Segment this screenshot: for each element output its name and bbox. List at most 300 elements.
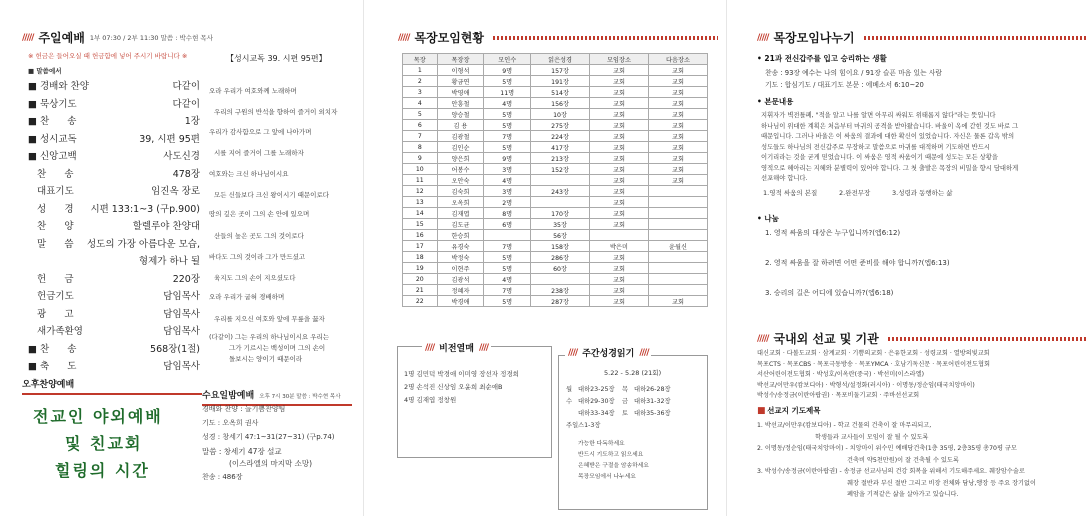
share-title: • 나눔	[757, 214, 779, 223]
table-cell: 이형석	[437, 65, 484, 76]
table-cell: 교회	[648, 131, 707, 142]
table-cell: 박영애	[437, 87, 484, 98]
weekly-cell: 대하35-36장	[634, 410, 671, 417]
prayer-title	[757, 405, 820, 416]
body-line: 이기리라는 것을 굳게 믿었습니다. 이 싸움은 영적 싸움이기 때문에 성도는 모든 상황을	[761, 154, 998, 161]
lesson-title: • 21과 전신갑주를 입고 승리하는 생활	[757, 54, 887, 63]
table-cell: 15	[403, 219, 438, 230]
service-label: ■ 묵상기도	[28, 98, 77, 110]
prayer-line: 폐암을 기적같은 삶을 살아가고 있습니다.	[847, 491, 959, 498]
service-value: 478장	[172, 168, 200, 180]
header-rule	[888, 337, 1087, 341]
table-cell: 정혜자	[437, 285, 484, 296]
cell-group-table	[402, 53, 708, 307]
table-cell: 9	[403, 153, 438, 164]
table-cell	[648, 252, 707, 263]
table-cell: 16	[403, 230, 438, 241]
table-cell: 191장	[531, 76, 590, 87]
wed-line-6: 찬송 : 486장	[202, 473, 243, 481]
table-cell: 19	[403, 263, 438, 274]
service-value: 형제가 하나 될	[138, 256, 200, 267]
table-cell: 3	[403, 87, 438, 98]
afternoon-title: 오후찬양예배	[22, 377, 202, 395]
table-cell: 교회	[590, 197, 649, 208]
header-deco: ■	[757, 406, 765, 416]
key-point: 3.성령과 동행하는 삶	[892, 189, 953, 197]
table-cell: 교회	[648, 164, 707, 175]
service-label: 찬 송	[28, 168, 74, 180]
wed-line-1: 경배와 찬양 : 늘기쁨찬양팀	[202, 405, 286, 413]
table-cell: 김 용	[437, 120, 484, 131]
afternoon-line-1: 전교인 야외예배	[33, 407, 163, 426]
table-cell: 박은미	[590, 241, 649, 252]
vision-line-2: 2명 손석진 신상임 오윤희 최순애B	[404, 383, 503, 391]
table-header-cell: 다음장소	[648, 54, 707, 65]
table-cell: 238장	[531, 285, 590, 296]
weekly-cell: 금	[622, 398, 629, 405]
wed-line-3: 성경 : 창세기 47:1~31(27~31) (구p.74)	[202, 433, 335, 441]
table-cell: 교회	[648, 65, 707, 76]
header-deco: /////	[757, 32, 769, 43]
header-rule	[864, 36, 1087, 40]
table-cell: 3명	[484, 164, 531, 175]
weekly-cell: 주일	[566, 422, 579, 429]
table-cell: 10장	[531, 109, 590, 120]
body-line: 하나님이 위대한 계획은 처음부터 마귀의 공격을 받아왔습니다. 바울이 옥에 갇힌 것도 바로 그	[761, 122, 1019, 130]
reading-line: 그가 기르시는 백성이며 그의 손이	[229, 344, 326, 352]
table-header-cell: 목장	[403, 54, 438, 65]
mission-line: 목포CTS · 목포CBS · 목포극동방송 · 목포YMCA · 호남기독신문 · 목포어린이전도협회	[757, 360, 990, 368]
table-row	[403, 153, 708, 164]
prayer-line: 3. 박성수/송정금(이란아랍권) - 송정금 선교사님의 건강 회복을 위해서 기도해주세요. 췌장암수술로	[757, 468, 1025, 475]
table-cell: 17	[403, 241, 438, 252]
service-row	[28, 236, 200, 250]
table-row	[403, 296, 708, 307]
table-cell: 어봉수	[437, 164, 484, 175]
table-cell: 황금연	[437, 76, 484, 87]
vision-line-1: 1명 김민덕 박경애 이미영 장선자 정경희	[404, 370, 519, 378]
vision-header	[422, 341, 491, 354]
service-value: 임진옥 장로	[151, 186, 200, 197]
service-row	[28, 218, 200, 232]
table-cell: 교회	[648, 87, 707, 98]
service-label: ■ 축 도	[28, 361, 77, 372]
table-cell: 10	[403, 164, 438, 175]
table-cell: 교회	[590, 109, 649, 120]
weekly-header	[565, 346, 651, 359]
table-row	[403, 131, 708, 142]
table-cell: 교회	[590, 87, 649, 98]
table-cell	[648, 274, 707, 285]
service-label: ■ 찬 송	[28, 343, 77, 355]
afternoon-line-2: 및 친교회	[65, 434, 143, 453]
table-cell: 9명	[484, 153, 531, 164]
lesson-line-2: 기도 : 합심기도 / 대표기도 본문 : 에베소서 6:10~20	[765, 81, 924, 89]
weekly-note: 반드시 기도하고 읽으세요	[578, 452, 644, 458]
sharing-title: 목장모임나누기	[773, 31, 855, 45]
table-cell: 오안숙	[437, 175, 484, 186]
service-label: ■ 성시교독	[28, 133, 77, 145]
prayer-line: 학생들과 교사들이 모임이 잘 될 수 있도록	[815, 433, 929, 441]
weekly-note: 은혜받은 구절을 암송하세요	[578, 463, 649, 469]
table-row	[403, 164, 708, 175]
table-header-cell: 모임장소	[590, 54, 649, 65]
table-cell: 9명	[484, 65, 531, 76]
table-cell: 5명	[484, 296, 531, 307]
weekly-cell: 대하29-30장	[578, 398, 615, 405]
service-value: 시편 133:1~3 (구p.900)	[90, 203, 200, 215]
body-line: 지휘자가 벽전틀폐, "적을 알고 나를 알면 아무리 싸워도 위태롭지 않다"라는 뜻입니다	[761, 112, 996, 119]
sharing-panel	[726, 0, 1091, 516]
table-row	[403, 65, 708, 76]
reading-line: 바다도 그의 것이라 그가 만드셨고	[209, 253, 306, 261]
table-cell: 오옥희	[437, 197, 484, 208]
table-cell: 158장	[531, 241, 590, 252]
service-row	[28, 271, 200, 285]
service-value: 다같이	[172, 81, 200, 92]
table-cell: 교회	[590, 65, 649, 76]
cell-group-title: 목장모임현황	[414, 31, 484, 45]
table-cell: 교회	[590, 142, 649, 153]
table-cell: 교회	[590, 296, 649, 307]
table-cell: 한승희	[437, 230, 484, 241]
table-cell: 20	[403, 274, 438, 285]
table-cell	[648, 208, 707, 219]
prayer-title-text: 선교지 기도제목	[767, 406, 821, 415]
reading-line: 오라 우리가 여호와께 노래하며	[209, 87, 297, 95]
service-label: 헌 금	[28, 273, 74, 285]
service-value: 담임목사	[163, 308, 200, 320]
table-row	[403, 142, 708, 153]
table-cell: 7명	[484, 241, 531, 252]
reading-line: 시를 지어 즐거이 그를 노래하자	[214, 149, 304, 157]
service-value: 사도신경	[163, 151, 200, 162]
weekly-cell: 대하31-32장	[634, 398, 671, 405]
service-row	[28, 78, 200, 92]
table-cell: 1	[403, 65, 438, 76]
offering-notice: ※ 헌금은 들어오실 때 헌금함에 넣어 주시기 바랍니다 ※	[28, 52, 188, 60]
table-cell	[531, 274, 590, 285]
table-cell: 교회	[648, 142, 707, 153]
table-cell: 4명	[484, 98, 531, 109]
service-value: 담임목사	[163, 361, 200, 372]
header-rule	[493, 36, 718, 40]
service-value: 담임목사	[163, 291, 200, 302]
table-cell: 157장	[531, 65, 590, 76]
table-row	[403, 252, 708, 263]
reading-line: 육지도 그의 손이 지으셨도다	[214, 274, 296, 282]
table-cell: 교회	[648, 120, 707, 131]
table-cell: 김재엽	[437, 208, 484, 219]
body-title: • 본문내용	[757, 97, 794, 106]
table-cell: 5명	[484, 109, 531, 120]
reading-line: 우리가 감사함으로 그 앞에 나아가며	[209, 128, 312, 136]
table-cell: 교회	[648, 296, 707, 307]
header-deco: /////	[757, 333, 769, 344]
table-cell: 224장	[531, 131, 590, 142]
table-row	[403, 186, 708, 197]
missions-header	[757, 330, 1087, 347]
service-row	[28, 166, 200, 180]
table-cell	[648, 219, 707, 230]
table-cell: 12	[403, 186, 438, 197]
service-label: 광 고	[28, 308, 74, 320]
weekly-date: 5.22 - 5.28 (21회)	[604, 369, 662, 377]
table-cell: 교회	[590, 164, 649, 175]
service-label: 헌금기도	[28, 291, 74, 302]
table-row	[403, 263, 708, 274]
table-cell: 2	[403, 76, 438, 87]
table-cell: 김광철	[437, 131, 484, 142]
table-cell: 교회	[590, 131, 649, 142]
table-row	[403, 87, 708, 98]
table-row	[403, 285, 708, 296]
service-row	[28, 148, 200, 162]
table-cell	[484, 230, 531, 241]
service-value: 39, 시편 95편	[139, 133, 200, 145]
table-cell: 교회	[590, 208, 649, 219]
table-cell: 7	[403, 131, 438, 142]
reading-line: 산들의 높은 곳도 그의 것이로다	[214, 232, 304, 240]
table-cell: 60장	[531, 263, 590, 274]
table-cell: 교회	[590, 120, 649, 131]
table-cell: 11명	[484, 87, 531, 98]
service-label: ■ 신앙고백	[28, 151, 77, 162]
table-cell	[648, 263, 707, 274]
table-cell: 213장	[531, 153, 590, 164]
table-cell: 2명	[484, 197, 531, 208]
table-row	[403, 76, 708, 87]
table-cell: 5명	[484, 263, 531, 274]
table-cell: 6명	[484, 219, 531, 230]
table-cell: 5명	[484, 76, 531, 87]
table-cell	[531, 197, 590, 208]
table-cell: 양은희	[437, 153, 484, 164]
table-cell: 김광석	[437, 274, 484, 285]
table-cell: 교회	[648, 76, 707, 87]
header-deco: ////	[568, 347, 578, 358]
weekly-cell: 대하33-34장	[578, 410, 615, 417]
weekly-cell: 월	[566, 386, 573, 393]
lesson-line-1: 찬송 : 93장 예수는 나의 힘이요 / 91장 슬픈 마음 있는 사람	[765, 69, 942, 77]
table-cell: 22	[403, 296, 438, 307]
table-cell: 156장	[531, 98, 590, 109]
vision-line-3: 4명 김재엽 정창원	[404, 396, 457, 404]
reading-line: 돌보시는 양이기 때문이라	[229, 355, 303, 363]
body-line: 선포해야 합니다.	[761, 175, 808, 182]
table-cell: 교회	[648, 175, 707, 186]
table-row	[403, 274, 708, 285]
worship-panel	[0, 0, 363, 516]
service-value: 담임목사	[163, 326, 200, 337]
table-cell: 21	[403, 285, 438, 296]
table-cell: 박경애	[437, 296, 484, 307]
table-cell: 4명	[484, 274, 531, 285]
table-cell: 교회	[590, 274, 649, 285]
table-cell: 교회	[590, 186, 649, 197]
table-cell: 5	[403, 109, 438, 120]
service-label: 성 경	[28, 203, 74, 215]
mission-line: 박성수/송정금(이란아랍권) · 목포비둘기교회 · 주바선선교회	[757, 392, 920, 399]
table-cell: 김도균	[437, 219, 484, 230]
sunday-worship-title: 주일예배	[38, 31, 85, 45]
service-label: ■ 경배와 찬양	[28, 81, 89, 92]
table-cell: 교회	[590, 219, 649, 230]
table-cell	[590, 230, 649, 241]
service-row	[28, 113, 200, 127]
table-cell: 교회	[590, 98, 649, 109]
service-value: 성도의 가장 아름다운 모습,	[86, 238, 200, 250]
prayer-line: 1. 박선교/이만우(캄보디아) - 학교 건물의 건축이 잘 마무리되고,	[757, 422, 932, 429]
weekly-cell: 대하23-25장	[578, 386, 615, 393]
service-value: 할렐루야 찬양대	[132, 221, 200, 232]
prayer-line: 췌장 절반과 부신 절반 그리고 비장 전체와 담낭,앵장 등 주요 장기없이	[847, 479, 1036, 487]
table-cell: 170장	[531, 208, 590, 219]
service-label: 말 씀	[28, 238, 74, 250]
reading-title: 【성시교독 39. 시편 95편】	[226, 54, 327, 63]
header-deco: ////	[639, 347, 649, 358]
table-cell: 35장	[531, 219, 590, 230]
table-cell: 교회	[648, 153, 707, 164]
service-label: 새가족환영	[28, 326, 83, 337]
weekly-note: 목장모임에서 나누세요	[578, 474, 636, 480]
table-cell: 18	[403, 252, 438, 263]
table-cell: 교회	[648, 98, 707, 109]
key-point: 2.완전무장	[839, 189, 871, 197]
wed-line-4: 말씀 : 창세기 47장 설교	[202, 447, 282, 456]
service-row	[28, 183, 200, 197]
table-cell: 교회	[590, 252, 649, 263]
cell-group-header	[398, 29, 718, 46]
table-cell	[648, 285, 707, 296]
prayer-line: 2. 이명동/정순임(태국치앙마이) - 치앙마이 위수민 예배당건축(1층 35평, 2층35평 총70평 규모	[757, 445, 1017, 452]
share-q2: 2. 영적 싸움을 잘 하려면 어떤 준비를 해야 합니까?(엡6:13)	[765, 259, 950, 267]
table-row	[403, 197, 708, 208]
silent-label: ■ 말씀에서	[28, 67, 62, 75]
table-cell: 교회	[590, 263, 649, 274]
body-line: 때문입니다. 그러나 바울은 이 싸움의 결과에 대한 확신이 있었습니다. 자신은 물론 갑옥 밖의	[761, 133, 1015, 140]
service-value: 1장	[184, 116, 200, 127]
table-cell: 윤월신	[648, 241, 707, 252]
mission-line: 대신교회 · 다볼도교회 · 삼계교회 · 기쁨의교회 · 은유한교회 · 성령교회 · 열방의빛교회	[757, 350, 990, 357]
table-cell: 교회	[590, 76, 649, 87]
key-point: 1.영적 싸움의 본질	[763, 189, 818, 197]
vision-title: 비전열매	[439, 344, 474, 354]
weekly-cell: 스1-3장	[578, 422, 601, 429]
service-row	[28, 96, 200, 110]
service-label: 대표기도	[28, 186, 74, 197]
table-cell: 8명	[484, 208, 531, 219]
table-row	[403, 241, 708, 252]
table-row	[403, 208, 708, 219]
table-cell: 7명	[484, 285, 531, 296]
table-row	[403, 219, 708, 230]
table-cell: 8	[403, 142, 438, 153]
table-cell: 275장	[531, 120, 590, 131]
table-cell: 514장	[531, 87, 590, 98]
wednesday-title: 수요일밤예배	[202, 391, 255, 401]
mission-line: 서산어린이전도협회 · 박성호/이옥란(중국) · 박선미(이스라엘)	[757, 371, 924, 378]
service-row	[28, 288, 200, 302]
wednesday-header	[202, 383, 352, 406]
afternoon-line-3: 힐링의 시간	[55, 461, 150, 480]
mission-line: 박선교/이만우(캄보디아) · 박형석/설정화(러시아) · 이명동/정순임(태국치앙마이)	[757, 381, 975, 389]
reading-line: 땅의 깊은 곳이 그의 손 안에 있으며	[209, 210, 310, 218]
service-row	[28, 201, 200, 215]
weekly-cell: 대하26-28장	[634, 386, 671, 393]
reading-line: 모든 신들보다 크신 왕이시기 때문이로다	[214, 191, 330, 199]
service-row	[28, 341, 200, 355]
service-row	[28, 358, 200, 372]
table-cell: 5명	[484, 120, 531, 131]
header-deco: ////	[425, 342, 435, 353]
weekly-box	[558, 355, 708, 510]
table-row	[403, 230, 708, 241]
table-cell: 7명	[484, 131, 531, 142]
table-body	[403, 65, 708, 307]
header-deco: /////	[22, 32, 34, 43]
table-cell: 417장	[531, 142, 590, 153]
table-cell: 56장	[531, 230, 590, 241]
service-value: 다같이	[172, 98, 200, 110]
service-row	[28, 131, 200, 145]
table-row	[403, 175, 708, 186]
table-cell: 유경숙	[437, 241, 484, 252]
table-cell: 교회	[590, 175, 649, 186]
table-cell: 4명	[484, 175, 531, 186]
service-row	[28, 323, 200, 337]
reading-line: 여호와는 크신 하나님이시요	[209, 170, 289, 178]
weekly-cell: 수	[566, 398, 573, 405]
reading-line: 오라 우리가 굽혀 경배하며	[209, 293, 285, 301]
service-row	[28, 253, 200, 267]
table-cell	[648, 186, 707, 197]
weekly-note: 가능한 다독하세요	[578, 441, 625, 447]
reading-line: 우리를 지으신 여호와 앞에 무릎을 꿇자	[214, 315, 325, 323]
service-row	[28, 306, 200, 320]
table-cell: 243장	[531, 186, 590, 197]
prayer-line: 건축비 약5천만원)이 잘 건축될 수 있도록	[847, 456, 959, 464]
table-cell: 286장	[531, 252, 590, 263]
table-cell: 김인순	[437, 142, 484, 153]
table-cell: 김숙희	[437, 186, 484, 197]
table-row	[403, 120, 708, 131]
header-deco: /////	[398, 32, 410, 43]
reading-line: (다같이) 그는 우리의 하나님이시요 우리는	[209, 333, 330, 341]
weekly-cell: 목	[622, 386, 629, 393]
table-cell: 13	[403, 197, 438, 208]
sharing-header	[757, 29, 1087, 46]
table-cell: 교회	[590, 153, 649, 164]
reading-line: 우리의 구원의 반석을 향하여 즐거이 외치자	[214, 108, 338, 116]
table-cell	[648, 197, 707, 208]
body-line: 영적으로 헤아리는 지혜와 분별력이 있어야 합니다. 그 첫 출발은 목장의 비밀을 향시 담대하게	[761, 164, 1019, 172]
table-cell: 4	[403, 98, 438, 109]
table-cell	[648, 230, 707, 241]
table-cell: 287장	[531, 296, 590, 307]
wed-line-5: (이스라엘의 마지막 소망)	[229, 459, 313, 468]
header-deco: ////	[478, 342, 489, 353]
table-cell: 교회	[590, 285, 649, 296]
table-cell: 14	[403, 208, 438, 219]
body-line: 성도들도 하나님의 전신갑주로 무장하고 말씀으로 마귀를 대적하며 기도하면 반드시	[761, 143, 990, 151]
table-header-row	[403, 54, 708, 65]
table-header-cell: 목장장	[437, 54, 484, 65]
sunday-worship-header	[22, 29, 352, 46]
table-cell: 교회	[648, 109, 707, 120]
sunday-worship-sub: 1부 07:30 / 2부 11:30 말씀 : 박수현 목사	[89, 34, 213, 42]
service-value: 568장(1절)	[150, 343, 200, 355]
